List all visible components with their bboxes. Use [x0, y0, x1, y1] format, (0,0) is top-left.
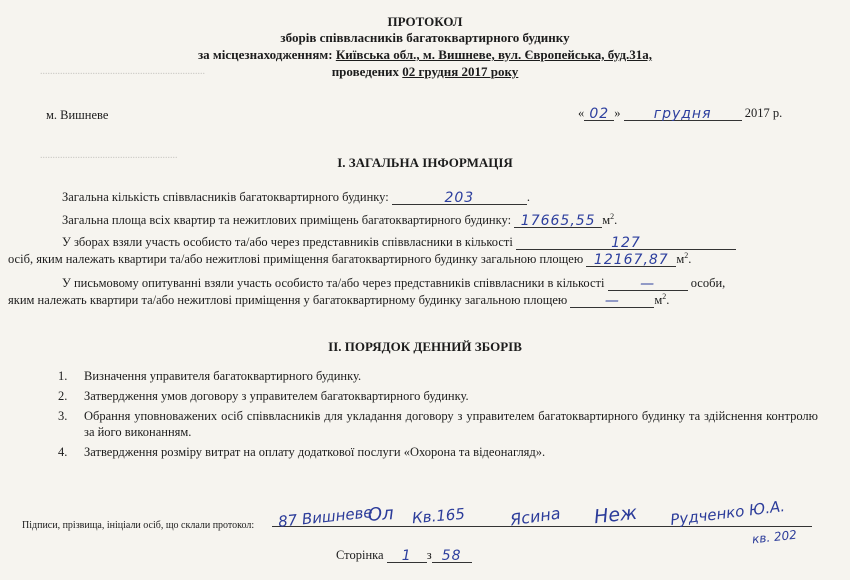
month-field	[624, 106, 742, 121]
signature: Неж	[592, 501, 639, 529]
total-area-value: 17665,55	[520, 213, 596, 230]
agenda-item	[58, 368, 818, 384]
agenda-item-num: 4.	[58, 445, 68, 459]
owners-count-field	[392, 190, 527, 205]
agenda-item-text: Визначення управителя багатоквартирного будинку.	[84, 369, 362, 383]
participated-area-line: осіб, яким належать квартири та/або нежитлові приміщення багатоквартирного будинку загальною площею 12167,87 $м^2$.	[8, 251, 692, 269]
unit-sup: 2	[610, 212, 615, 221]
section-1-title: І. ЗАГАЛЬНА ІНФОРМАЦІЯ	[337, 155, 513, 170]
date-field	[578, 106, 782, 121]
participated-value: 127	[611, 235, 641, 251]
signature: Рудченко Ю.А.	[669, 497, 786, 529]
written-area-field	[570, 293, 654, 308]
owners-count-line: Загальна кількість співвласників багатоквартирного будинку: 203 .	[62, 190, 530, 206]
signature: Ол	[367, 503, 395, 526]
protocol-subtitle: зборів співвласників багатоквартирного будинку	[280, 30, 570, 45]
day-field	[584, 106, 614, 121]
participated-area-value: 12167,87	[593, 252, 669, 269]
agenda-item	[58, 444, 818, 460]
page-num-field	[387, 548, 427, 563]
signature: 87 Вишневе	[277, 503, 374, 531]
participated-area-field	[586, 252, 676, 267]
bleed-through-decoration: .......................................................	[40, 150, 178, 161]
unit-sup-2: 2	[684, 251, 689, 260]
quote-open: «	[578, 106, 585, 120]
written-line	[62, 276, 725, 291]
written-label: У письмовому опитуванні взяли участь особисто та/або через представників співвласники в кількості	[62, 276, 605, 290]
participated-line	[62, 235, 736, 250]
quote-close: »	[614, 106, 621, 120]
unit-sup-3: 2	[662, 292, 667, 301]
signature: кв. 202	[751, 527, 798, 547]
location-line	[0, 47, 850, 62]
agenda-item-text: Затвердження умов договору з управителем багатоквартирного будинку.	[84, 389, 469, 403]
written-area-label: яким належать квартири та/або нежитлові приміщення у багатоквартирному будинку загальною площею	[8, 293, 568, 308]
month-value: грудня	[653, 106, 712, 122]
agenda-list	[58, 368, 818, 464]
bleed-through-decoration: ..................................................................	[40, 66, 205, 77]
owners-count-value: 203	[444, 190, 475, 206]
agenda-item-num: 3.	[58, 409, 68, 423]
written-area-value: —	[604, 293, 620, 310]
held-prefix: проведених	[331, 64, 403, 79]
agenda-item-num: 1.	[58, 369, 68, 383]
unit-m2-3: м	[654, 293, 663, 308]
location-value: Київська обл., м. Вишневе, вул. Європейська, буд.31а,	[335, 47, 653, 62]
held-date-line	[0, 64, 850, 79]
total-area-field	[514, 213, 602, 228]
of-label: з	[426, 548, 432, 562]
agenda-item	[58, 408, 818, 440]
page-footer	[336, 548, 472, 563]
participated-area-label: осіб, яким належать квартири та/або нежитлові приміщення багатоквартирного будинку загальною площею	[8, 252, 584, 267]
total-pages-field	[432, 548, 472, 563]
unit-m2-2: м	[676, 252, 685, 267]
agenda-item-text: Обрання уповноважених осіб співвласників для укладання договору з управителем багатоквартирного будинку та здійснення контролю за його виконанням.	[84, 409, 818, 439]
unit-m2: м	[602, 213, 611, 228]
persons-word: особи,	[690, 276, 726, 290]
total-pages: 58	[441, 548, 462, 564]
signature: Кв.165	[411, 504, 466, 528]
protocol-title: ПРОТОКОЛ	[387, 14, 463, 29]
signatures-underline	[272, 526, 812, 527]
city: м. Вишневе	[46, 108, 109, 122]
held-date: 02 грудня 2017 року	[402, 64, 519, 79]
page-label: Сторінка	[336, 548, 384, 562]
total-area-label: Загальна площа всіх квартир та нежитлових приміщень багатоквартирного будинку:	[62, 213, 512, 228]
section-2-title: ІІ. ПОРЯДОК ДЕННИЙ ЗБОРІВ	[328, 339, 522, 354]
agenda-item-text: Затвердження розміру витрат на оплату додаткової послуги «Охорона та відеонагляд».	[84, 445, 546, 459]
participated-label: У зборах взяли участь особисто та/або через представників співвласники в кількості	[62, 235, 513, 249]
year: 2017 р.	[744, 106, 783, 120]
written-field	[608, 276, 688, 291]
location-label: за місцезнаходженням:	[197, 47, 336, 62]
page-num: 1	[401, 548, 412, 564]
total-area-line: Загальна площа всіх квартир та нежитлових приміщень багатоквартирного будинку: 17665,55 $м^2$.	[62, 212, 618, 230]
agenda-item-num: 2.	[58, 389, 68, 403]
written-area-line: яким належать квартири та/або нежитлові приміщення у багатоквартирному будинку загальною площею — $м^2$.	[8, 292, 670, 310]
owners-count-label: Загальна кількість співвласників багатоквартирного будинку:	[62, 190, 389, 204]
day-value: 02	[589, 106, 610, 122]
signatures-label: Підписи, прізвища, ініціали осіб, що склали протокол:	[22, 520, 255, 531]
signature: Ясина	[508, 503, 562, 530]
participated-field	[516, 235, 736, 250]
agenda-item	[58, 388, 818, 404]
written-value: —	[640, 276, 656, 292]
